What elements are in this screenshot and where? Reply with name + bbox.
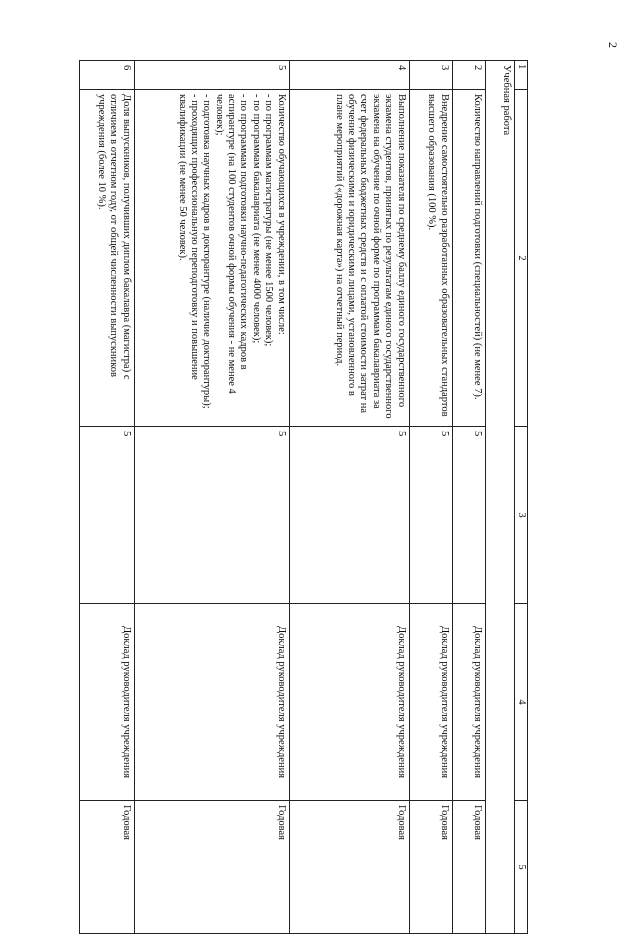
header-col-4: 4 xyxy=(514,604,527,801)
indicator-cell: Количество направлений подготовки (специальностей) (не менее 7). xyxy=(452,90,485,427)
header-col-3: 3 xyxy=(514,427,527,604)
table-row xyxy=(134,61,289,934)
indicator-cell: Доля выпускников, получивших диплом бакалавра (магистра) с отличием в отчетном году, от общей численности выпускников учреждения (более 10 %). xyxy=(79,90,134,427)
indicator-line: - проходящих профессиональную переподготовку и повышение квалификации (не менее 50 человек). xyxy=(176,94,200,380)
score-cell: 5 xyxy=(79,427,134,604)
source-cell: Доклад руководителя учреждения xyxy=(409,604,452,801)
indicator-line: - по программам бакалавриата (не менее 4000 человек); xyxy=(250,94,262,344)
period-cell: Годовая xyxy=(79,801,134,934)
period-cell: Годовая xyxy=(134,801,289,934)
table-header-row xyxy=(514,61,527,934)
indicator-cell xyxy=(134,90,289,427)
table-row xyxy=(409,61,452,934)
indicator-cell: Выполнение показателя по среднему баллу единого государственного экзамена студентов, принятых по результатам единого государственного экзамена на обучение по очной форме по программам бакалавриата за счет федеральных бюджетных средств и с оплатой стоимости затрат на обучение физическими и юридическими лицами, установленного в плане мероприятий («дорожная карта») на отчетный период. xyxy=(289,90,409,427)
indicator-line: - по программам магистратуры (не менее 1500 человек); xyxy=(263,94,275,347)
page-number: 2 xyxy=(606,42,620,48)
section-empty-cell xyxy=(485,604,514,801)
rotated-table-container xyxy=(80,60,528,898)
row-number: 5 xyxy=(134,61,289,90)
period-cell: Годовая xyxy=(409,801,452,934)
indicator-line: - подготовка научных кадров в докторантуре (наличие докторантуры); xyxy=(201,94,213,409)
indicator-line: Количество обучающихся в учреждении, в том числе: xyxy=(275,94,287,335)
section-row xyxy=(485,61,514,934)
row-number: 4 xyxy=(289,61,409,90)
source-cell: Доклад руководителя учреждения xyxy=(79,604,134,801)
section-empty-cell xyxy=(485,427,514,604)
criteria-table xyxy=(79,60,528,934)
table-row xyxy=(452,61,485,934)
table-row xyxy=(289,61,409,934)
section-label: Учебная работа xyxy=(485,61,514,427)
source-cell: Доклад руководителя учреждения xyxy=(452,604,485,801)
score-cell: 5 xyxy=(134,427,289,604)
header-col-2: 2 xyxy=(514,90,527,427)
row-number: 3 xyxy=(409,61,452,90)
indicator-line: - по программам подготовки научно-педагогических кадров в аспирантуре (на 100 студентов очной формы обучения - не менее 4 человек); xyxy=(213,94,250,394)
score-cell: 5 xyxy=(289,427,409,604)
source-cell: Доклад руководителя учреждения xyxy=(289,604,409,801)
period-cell: Годовая xyxy=(289,801,409,934)
table-row xyxy=(79,61,134,934)
indicator-cell: Внедрение самостоятельно разработанных образовательных стандартов высшего образования (100 %). xyxy=(409,90,452,427)
source-cell: Доклад руководителя учреждения xyxy=(134,604,289,801)
period-cell: Годовая xyxy=(452,801,485,934)
score-cell: 5 xyxy=(409,427,452,604)
section-empty-cell xyxy=(485,801,514,934)
score-cell: 5 xyxy=(452,427,485,604)
row-number: 6 xyxy=(79,61,134,90)
row-number: 2 xyxy=(452,61,485,90)
header-col-1: 1 xyxy=(514,61,527,90)
header-col-5: 5 xyxy=(514,801,527,934)
